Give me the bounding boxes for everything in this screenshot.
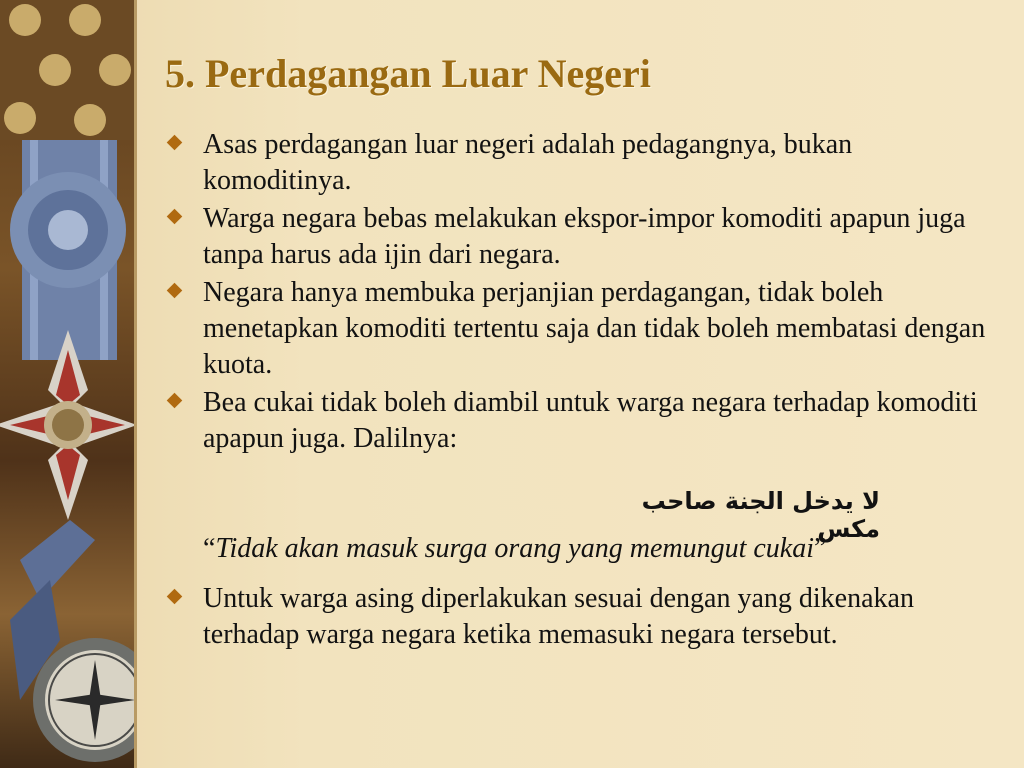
diamond-bullet-icon — [167, 283, 183, 299]
bullet-text: Negara hanya membuka perjanjian perdagangan, tidak boleh menetapkan komoditi tertentu saja dan tidak boleh membatasi dengan kuota. — [203, 277, 986, 380]
diamond-bullet-icon — [167, 209, 183, 225]
bullet-text: Warga negara bebas melakukan ekspor-impor komoditi apapun juga tanpa harus ada ijin dari negara. — [203, 203, 966, 270]
arabic-hadith-text: لا يدخل الجنة صاحب مكس — [641, 487, 880, 543]
decorative-medal-image — [0, 0, 137, 768]
list-item — [165, 385, 1005, 457]
bullet-text: Untuk warga asing diperlakukan sesuai dengan yang dikenakan terhadap warga negara ketika memasuki negara tersebut. — [203, 583, 914, 650]
medal-illustration — [0, 0, 137, 768]
list-item — [165, 275, 1005, 383]
list-item — [165, 201, 1005, 273]
diamond-bullet-icon — [167, 393, 183, 409]
open-quote: “ — [203, 533, 216, 564]
hadith-translation-quote — [203, 533, 826, 565]
quote-text: Tidak akan masuk surga orang yang memungut cukai — [215, 533, 815, 564]
bullet-list — [165, 127, 1005, 459]
slide-title: 5. Perdagangan Luar Negeri — [165, 51, 651, 96]
diamond-bullet-icon — [167, 135, 183, 151]
diamond-bullet-icon — [167, 589, 183, 605]
bullet-list-continued — [165, 581, 1005, 655]
list-item — [165, 127, 1005, 199]
list-item — [165, 581, 1005, 653]
bullet-text: Bea cukai tidak boleh diambil untuk warga negara terhadap komoditi apapun juga. Dalilnya: — [203, 387, 978, 454]
bullet-text: Asas perdagangan luar negeri adalah pedagangnya, bukan komoditinya. — [203, 129, 853, 196]
close-quote: ” — [814, 533, 827, 564]
